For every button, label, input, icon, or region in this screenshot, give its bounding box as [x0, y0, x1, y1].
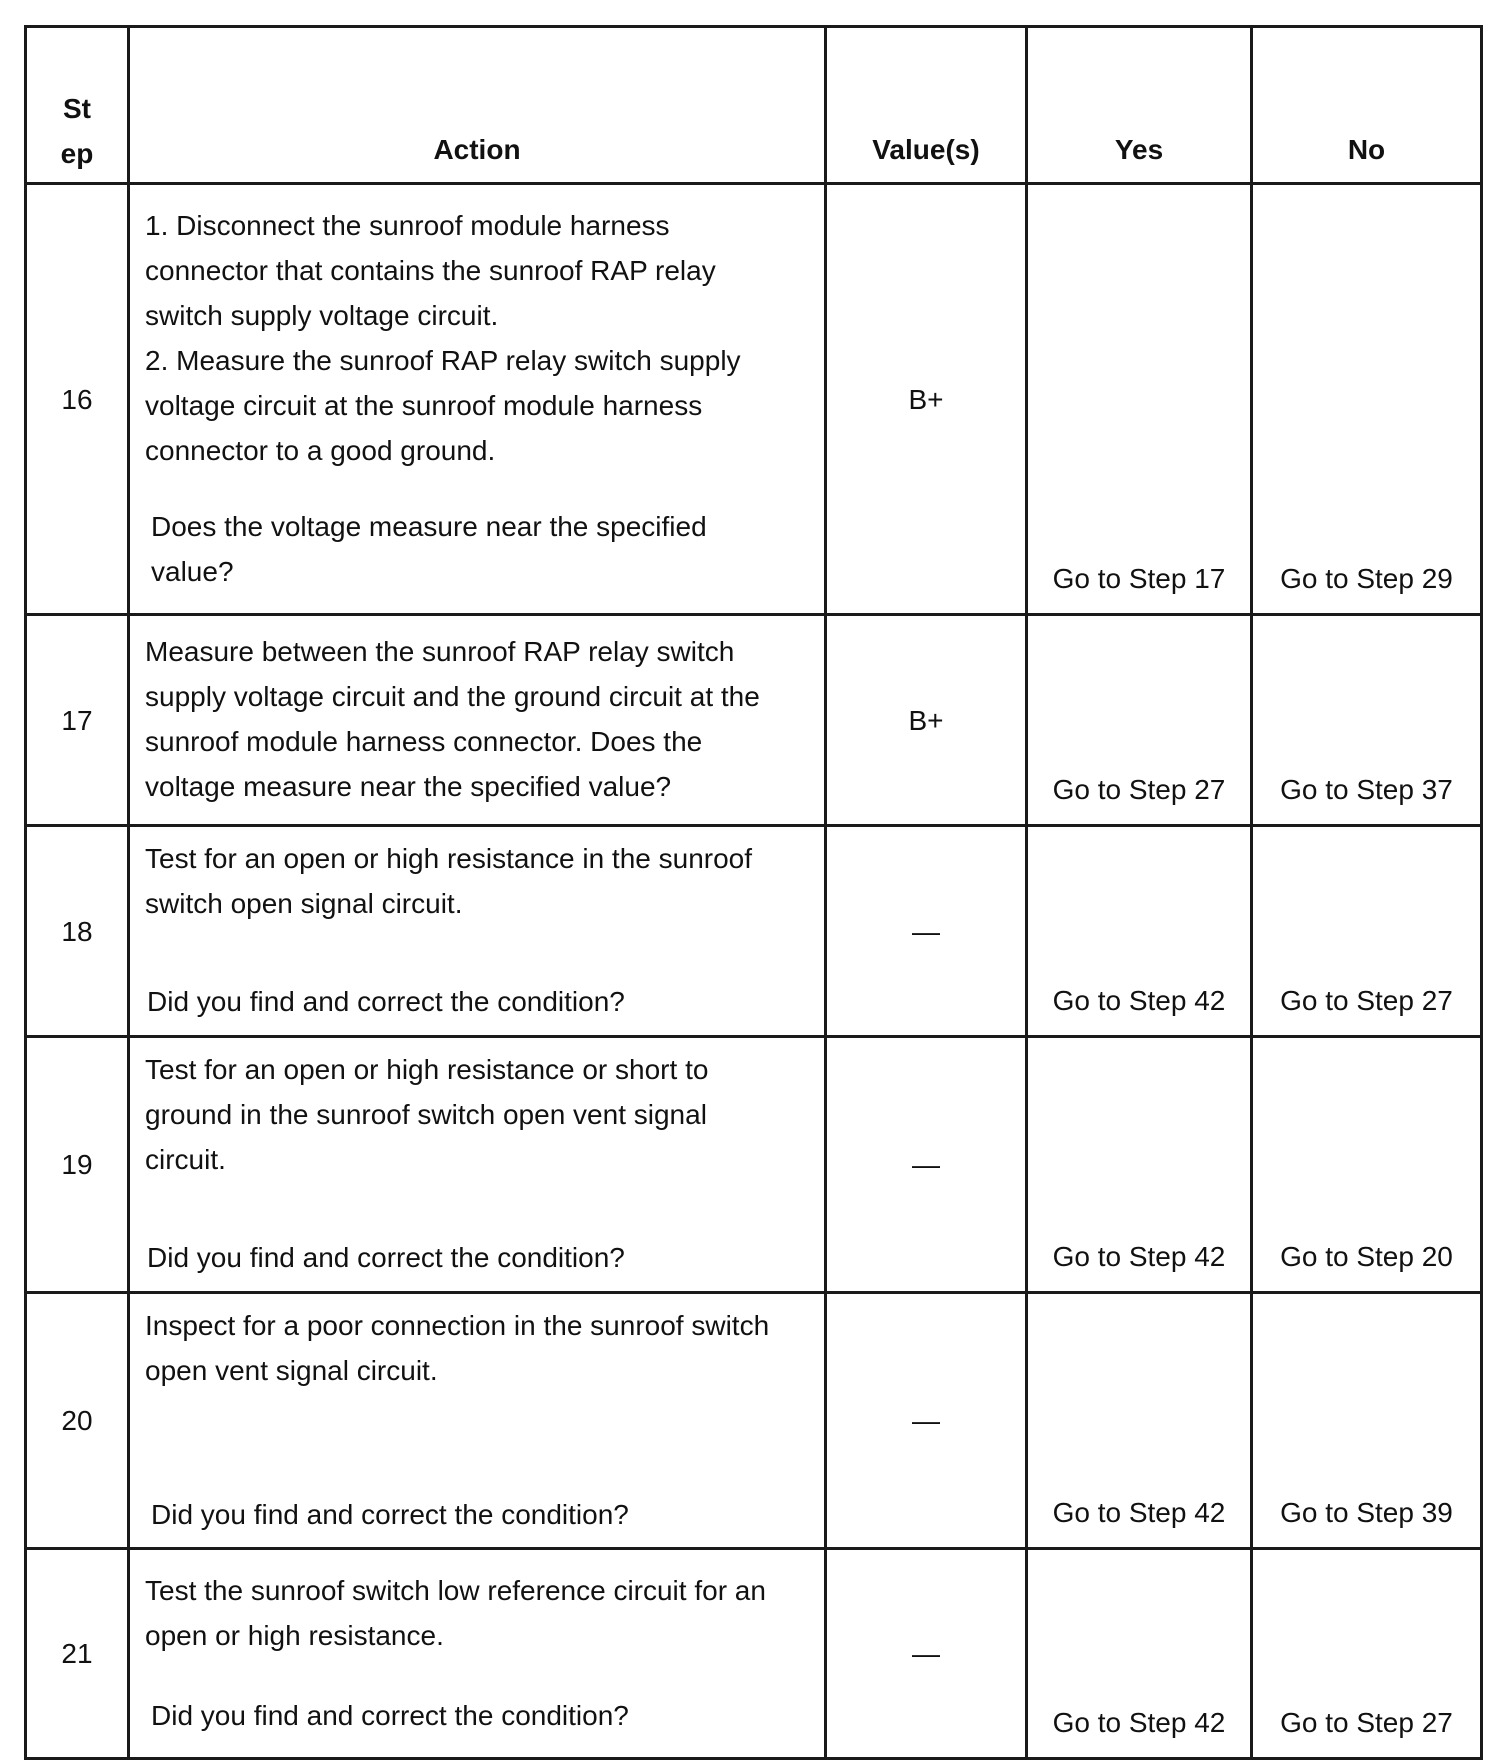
action-cell [129, 615, 826, 826]
value-cell: B+ [826, 615, 1027, 826]
action-question: Did you find and correct the condition? [151, 1699, 629, 1731]
action-text: Test the sunroof switch low reference circuit for an open or high resistance. [145, 1574, 766, 1651]
action-text: Inspect for a poor connection in the sunroof switch open vent signal circuit. [145, 1309, 770, 1386]
header-row [26, 27, 1482, 184]
no-cell: Go to Step 27 [1252, 1549, 1482, 1759]
step-number: 20 [26, 1293, 129, 1549]
action-question: Did you find and correct the condition? [147, 986, 625, 1017]
action-item-2: 2. Measure the sunroof RAP relay switch supply voltage circuit at the sunroof module harness connector to a good ground. [145, 344, 741, 466]
action-cell [129, 826, 826, 1037]
value-cell: — [826, 1293, 1027, 1549]
no-cell: Go to Step 37 [1252, 615, 1482, 826]
yes-cell: Go to Step 27 [1027, 615, 1252, 826]
value-cell: — [826, 826, 1027, 1037]
value-cell: — [826, 1549, 1027, 1759]
yes-cell: Go to Step 42 [1027, 1549, 1252, 1759]
action-cell [129, 1037, 826, 1293]
action-cell [129, 1549, 826, 1759]
table-row [26, 615, 1482, 826]
value-cell: B+ [826, 184, 1027, 615]
header-yes: Yes [1027, 27, 1252, 184]
action-question: Does the voltage measure near the specified value? [151, 510, 707, 587]
action-item-1: 1. Disconnect the sunroof module harness connector that contains the sunroof RAP relay switch supply voltage circuit. [145, 209, 716, 331]
header-values: Value(s) [826, 27, 1027, 184]
action-cell [129, 184, 826, 615]
table-row [26, 184, 1482, 615]
no-cell: Go to Step 39 [1252, 1293, 1482, 1549]
no-cell: Go to Step 27 [1252, 826, 1482, 1037]
diagnostic-table [24, 25, 1483, 1760]
header-action: Action [129, 27, 826, 184]
no-cell: Go to Step 29 [1252, 184, 1482, 615]
table-row [26, 826, 1482, 1037]
action-question: Did you find and correct the condition? [147, 1242, 625, 1273]
step-number: 19 [26, 1037, 129, 1293]
step-number: 18 [26, 826, 129, 1037]
action-text: Test for an open or high resistance or short to ground in the sunroof switch open vent signal circuit. [145, 1054, 709, 1175]
action-text: Test for an open or high resistance in the sunroof switch open signal circuit. [145, 843, 753, 919]
table-row [26, 1293, 1482, 1549]
table-row [26, 1549, 1482, 1759]
step-number: 17 [26, 615, 129, 826]
action-text: Measure between the sunroof RAP relay switch supply voltage circuit and the ground circuit at the sunroof module harness connector. Does the voltage measure near the specified value? [145, 636, 760, 802]
header-step: St ep [26, 27, 129, 184]
value-cell: — [826, 1037, 1027, 1293]
table-row [26, 1037, 1482, 1293]
action-question: Did you find and correct the condition? [151, 1498, 629, 1530]
yes-cell: Go to Step 42 [1027, 1293, 1252, 1549]
yes-cell: Go to Step 42 [1027, 1037, 1252, 1293]
step-number: 16 [26, 184, 129, 615]
action-cell [129, 1293, 826, 1549]
step-number: 21 [26, 1549, 129, 1759]
yes-cell: Go to Step 17 [1027, 184, 1252, 615]
yes-cell: Go to Step 42 [1027, 826, 1252, 1037]
no-cell: Go to Step 20 [1252, 1037, 1482, 1293]
header-no: No [1252, 27, 1482, 184]
